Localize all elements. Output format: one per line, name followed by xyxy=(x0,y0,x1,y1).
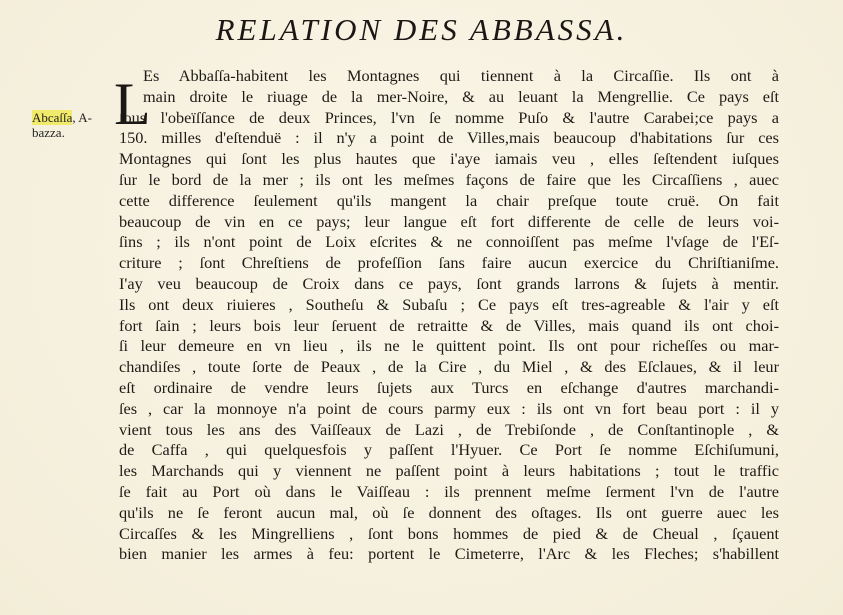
text-line: de Caffa , qui quelquesfois y paſſent l'Hyuer. Ce Port ſe nomme Eſchiſumuni, xyxy=(119,440,779,460)
text-line: qu'ils ne ſe feront aucun mal, où ſe donnent des oſtages. Ils ont guerre auec les xyxy=(119,502,779,522)
highlighted-note-word: Abcaſſa xyxy=(32,110,73,125)
text-line: Circaſſes & les Mingrelliens , ſont bons hommes de pied & de Cheual , ſçauent xyxy=(119,523,779,543)
margin-note-rest: , A- xyxy=(72,110,92,125)
body-text xyxy=(119,66,779,565)
text-line: 150. milles d'eſtenduë : il n'y a point de Villes,mais beaucoup d'habitations ſur ces xyxy=(119,128,779,148)
text-line: criture ; ſont Chreſtiens de profeſſion ſans faire aucun exercice du Chriſtianiſme. xyxy=(119,253,779,273)
text-line: cette difference ſeulement qu'ils mangent la chair preſque toute cruë. On fait xyxy=(119,190,779,210)
text-line: les Marchands qui y viennent ne paſſent point à leurs habitations ; tout le traffic xyxy=(119,461,779,481)
text-line: vient tous les ans des Vaiſſeaux de Lazi , de Trebiſonde , de Conſtantinople , & xyxy=(119,419,779,439)
text-line: main droite le riuage de la mer-Noire, & au leuant la Mengrellie. Ce pays eſt xyxy=(143,86,779,106)
margin-note xyxy=(32,110,112,140)
text-line: chandiſes , toute ſorte de Peaux , de la Cire , du Miel , & des Eſclaues, & il leur xyxy=(119,357,779,377)
text-line: Montagnes qui ſont les plus hautes que i'aye iamais veu , elles ſeſtendent iuſques xyxy=(119,149,779,169)
text-line: ſi leur demeure en vn lieu , ils ne le quittent point. Ils ont pour richeſſes ou mar- xyxy=(119,336,779,356)
drop-cap: L xyxy=(114,71,151,137)
text-line: ſins ; ils n'ont point de Loix eſcrites & ne connoiſſent pas meſme l'vſage de l'Eſ- xyxy=(119,232,779,252)
text-line: Ils ont deux riuieres , Southeſu & Subaſu ; Ce pays eſt tres-agreable & l'air y eſt xyxy=(119,294,779,314)
text-line: ſous l'obeïſſance de deux Princes, l'vn ſe nomme Puſo & l'autre Carabei;ce pays a xyxy=(119,107,779,127)
text-line: eſt ordinaire de vendre leurs ſujets aux Turcs en eſchange d'autres marchandi- xyxy=(119,377,779,397)
text-line: beaucoup de vin en ce pays; leur langue eſt fort differente de celle de leurs voi- xyxy=(119,211,779,231)
text-line: bien manier les armes à feu: portent le Cimeterre, l'Arc & les Fleches; s'habillent xyxy=(119,544,779,564)
text-line: I'ay veu beaucoup de Croix dans ce pays, ſont grands larrons & ſujets à mentir. xyxy=(119,273,779,293)
text-line: ſur le bord de la mer ; ils ont les meſmes façons de faire que les Circaſſiens , auec xyxy=(119,169,779,189)
text-line: ſes , car la monnoye n'a point de cours parmy eux : ils ont vn fort beau port : il y xyxy=(119,398,779,418)
page-title: RELATION DES ABBASSA. xyxy=(215,12,628,47)
text-line: Es Abbaſſa-habitent les Montagnes qui tiennent à la Circaſſie. Ils ont à xyxy=(143,66,779,85)
margin-note-line2: bazza. xyxy=(32,125,65,140)
text-line: ſe fait au Port où dans le Vaiſſeau : ils prennent meſme ſerment l'vn de l'autre xyxy=(119,481,779,501)
text-line: fort ſain ; leurs bois leur ſeruent de retraitte & de Villes, mais quand ils ont choi- xyxy=(119,315,779,335)
